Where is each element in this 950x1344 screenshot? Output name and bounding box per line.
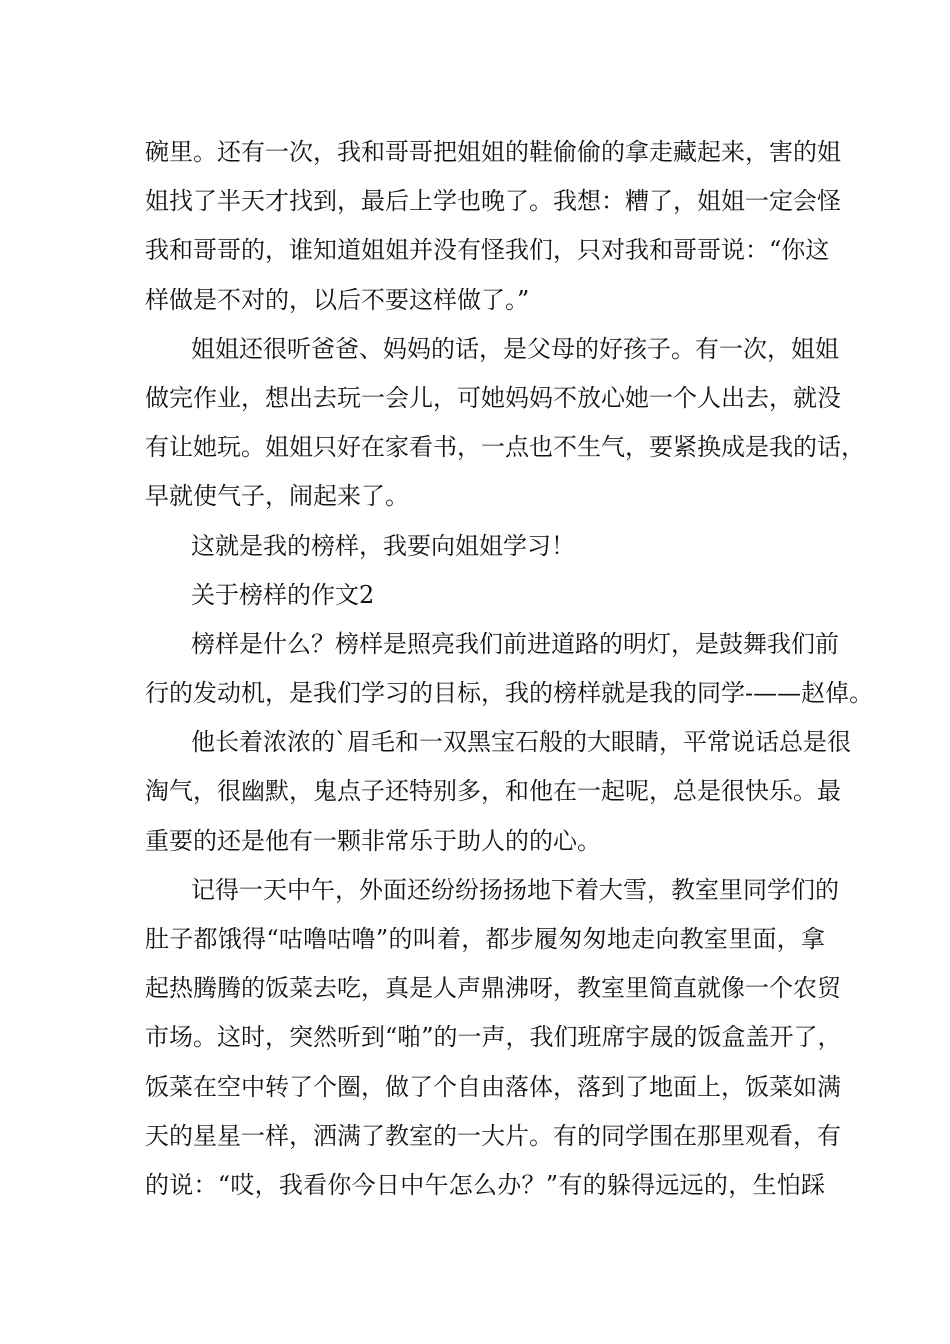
text-line: 起热腾腾的饭菜去吃，真是人声鼎沸呀，教室里简直就像一个农贸 xyxy=(145,974,841,1003)
text-line: 重要的还是他有一颗非常乐于助人的的心。 xyxy=(145,826,601,855)
text-line: 天的星星一样，洒满了教室的一大片。有的同学围在那里观看，有 xyxy=(145,1121,841,1150)
paragraph-first-line: 姐姐还很听爸爸、妈妈的话，是父母的好孩子。有一次，姐姐 xyxy=(191,334,839,363)
document-body xyxy=(145,128,874,1210)
text-line: 有让她玩。姐姐只好在家看书，一点也不生气，要紧换成是我的话， xyxy=(145,433,865,462)
section-heading: 关于榜样的作文2 xyxy=(191,580,375,609)
text-line: 肚子都饿得“咕噜咕噜”的叫着，都步履匆匆地走向教室里面，拿 xyxy=(145,925,825,953)
text-line: 的说：“哎，我看你今日中午怎么办？”有的躲得远远的，生怕踩 xyxy=(145,1170,825,1199)
text-line: 姐找了半天才找到，最后上学也晚了。我想：糟了，姐姐一定会怪 xyxy=(145,187,841,216)
paragraph-first-line: 榜样是什么？榜样是照亮我们前进道路的明灯，是鼓舞我们前 xyxy=(191,629,839,658)
text-line: 我和哥哥的，谁知道姐姐并没有怪我们，只对我和哥哥说：“你这 xyxy=(145,236,830,265)
paragraph-first-line: 记得一天中午，外面还纷纷扬扬地下着大雪，教室里同学们的 xyxy=(191,875,839,904)
text-line: 淘气，很幽默，鬼点子还特别多，和他在一起呢，总是很快乐。最 xyxy=(145,777,841,806)
text-line: 市场。这时，突然听到“啪”的一声，我们班席宇晟的饭盒盖开了， xyxy=(145,1023,842,1052)
text-line: 做完作业，想出去玩一会儿，可她妈妈不放心她一个人出去，就没 xyxy=(145,383,841,412)
paragraph-first-line: 这就是我的榜样，我要向姐姐学习！ xyxy=(191,531,575,560)
paragraph-first-line: 他长着浓浓的`眉毛和一双黑宝石般的大眼睛，平常说话总是很 xyxy=(191,728,851,757)
text-line: 早就使气子，闹起来了。 xyxy=(145,482,409,511)
text-line: 饭菜在空中转了个圈，做了个自由落体，落到了地面上，饭菜如满 xyxy=(145,1072,841,1101)
text-line: 行的发动机，是我们学习的目标，我的榜样就是我的同学-——赵倬。 xyxy=(145,679,874,708)
text-line: 碗里。还有一次，我和哥哥把姐姐的鞋偷偷的拿走藏起来，害的姐 xyxy=(145,138,841,166)
text-line: 样做是不对的，以后不要这样做了。” xyxy=(145,285,530,314)
